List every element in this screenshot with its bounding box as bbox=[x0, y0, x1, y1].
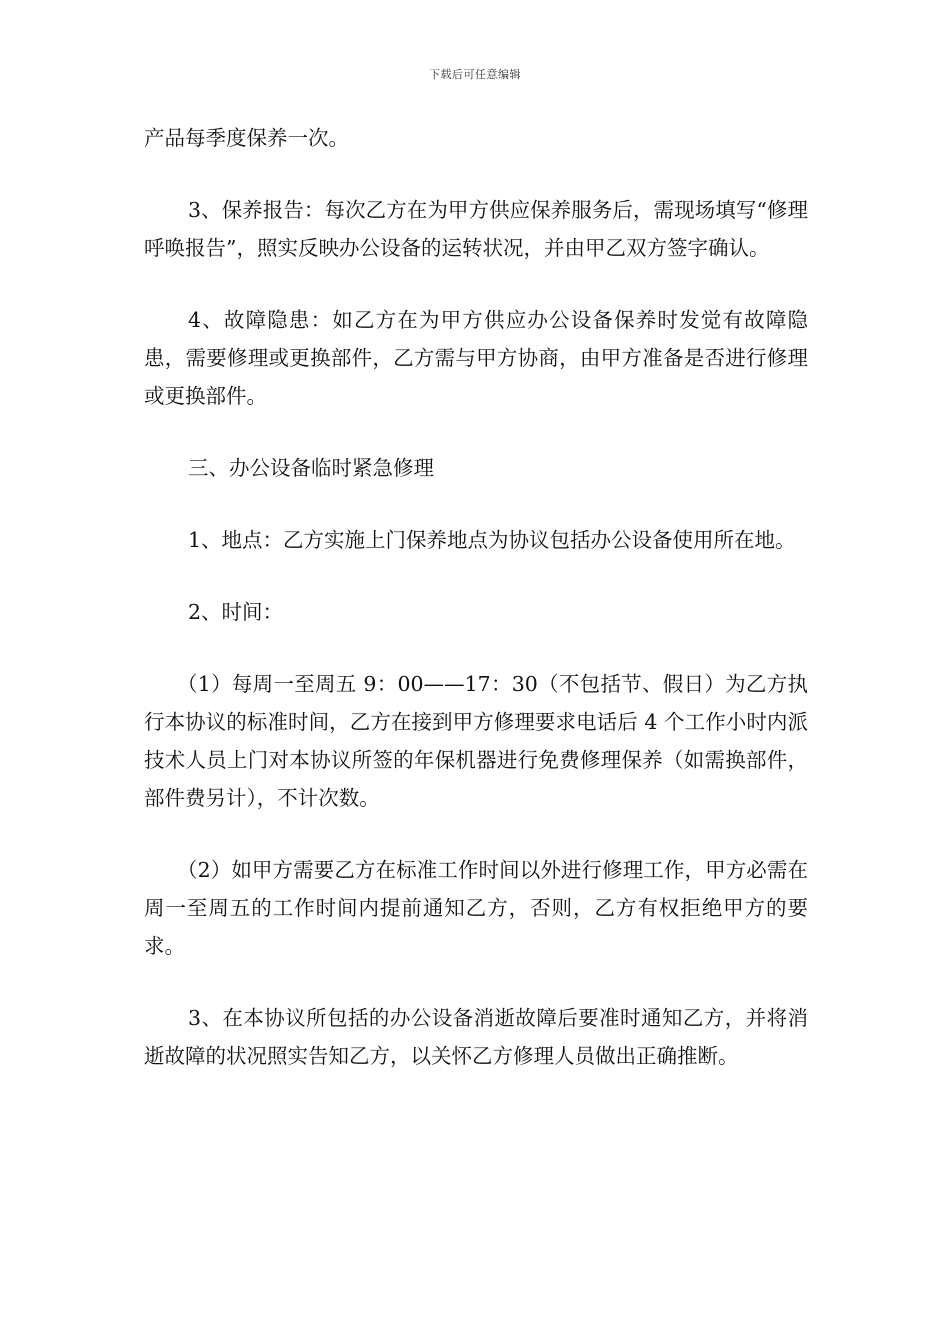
paragraph-fault-hazard: 4、故障隐患：如乙方在为甲方供应办公设备保养时发觉有故障隐患，需要修理或更换部件，乙方需与甲方协商，由甲方准备是否进行修理或更换部件。 bbox=[144, 308, 808, 408]
paragraph-time: 2、时间： bbox=[188, 600, 284, 624]
paragraph-continuation: 产品每季度保养一次。 bbox=[144, 126, 349, 150]
paragraph-maintenance-report: 3、保养报告：每次乙方在为甲方供应保养服务后，需现场填写“修理呼唤报告”，照实反映办公设备的运转状况，并由甲乙双方签字确认。 bbox=[144, 198, 808, 260]
paragraph-fault-notification: 3、在本协议所包括的办公设备消逝故障后要准时通知乙方，并将消逝故障的状况照实告知乙方，以关怀乙方修理人员做出正确推断。 bbox=[144, 1006, 808, 1068]
paragraph-standard-hours: （1）每周一至周五 9：00——17：30（不包括节、假日）为乙方执行本协议的标准时间，乙方在接到甲方修理要求电话后 4 个工作小时内派技术人员上门对本协议所签的年保机器进行免费修理保养（如需换部件，部件费另计），不计次数。 bbox=[144, 672, 808, 810]
paragraph-after-hours: （2）如甲方需要乙方在标准工作时间以外进行修理工作，甲方必需在周一至周五的工作时间内提前通知乙方，否则，乙方有权拒绝甲方的要求。 bbox=[144, 858, 808, 958]
document-body bbox=[144, 119, 808, 1109]
paragraph-location: 1、地点：乙方实施上门保养地点为协议包括办公设备使用所在地。 bbox=[188, 528, 796, 552]
section-heading-emergency-repair: 三、办公设备临时紧急修理 bbox=[188, 456, 434, 480]
page-header: 下载后可任意编辑 bbox=[429, 68, 521, 81]
